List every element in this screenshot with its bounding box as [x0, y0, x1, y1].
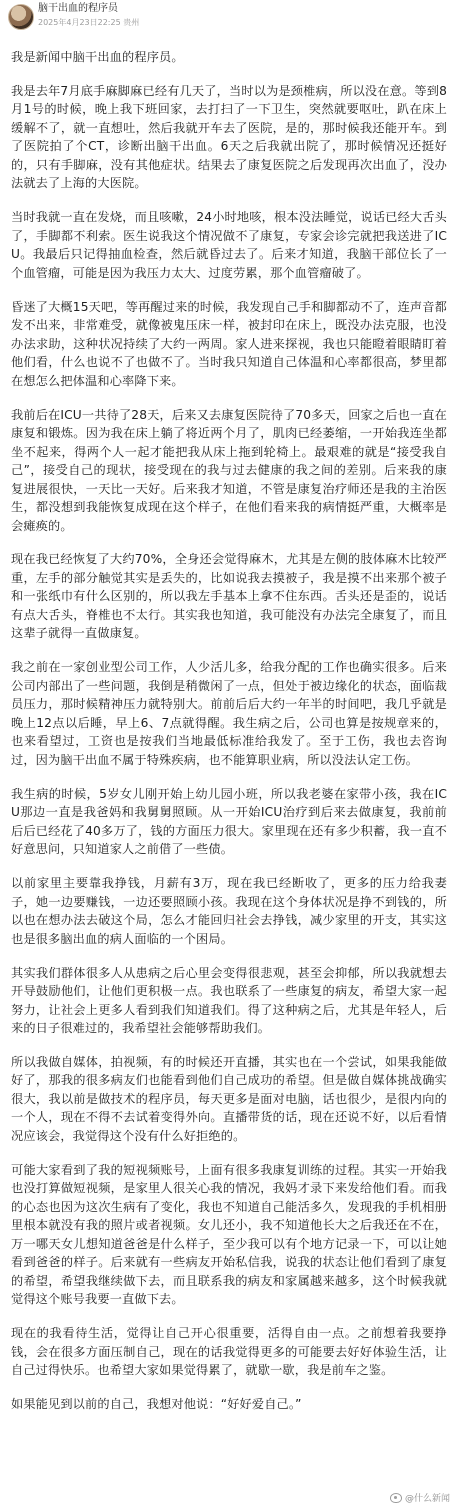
paragraph-10: 其实我们群体很多人从患病之后心里会变得很悲观，甚至会抑郁，所以我就想去开导鼓励他们，让他们更积极一点。我也联系了一些康复的病友，希望大家一起努力，让社会上更多人看到我们知道我们。得了这种病之后，尤其是年轻人，后来的日子很难过的，我希望社会能够帮助我们。 [11, 965, 447, 1036]
author-name[interactable]: 脑干出血的程序员 [38, 3, 118, 14]
paragraph-13: 现在的我看待生活，觉得让自己开心很重要，活得自由一点。之前想着我要挣钱，会在很多方面压制自己，现在的话我觉得更多的可能要去好好体验生活，让自己过得快乐。也希望大家如果觉得累了，就歇一歇，我是前车之鉴。 [11, 1326, 447, 1378]
paragraph-3: 当时我就一直在发烧，而且咳嗽，24小时地咳，根本没法睡觉，说话已经大舌头了，手脚都不利索。医生说我这个情况做不了康复，专家会诊完就把我送进了ICU。我最后只记得抽血检查，然后就昏过去了。后来才知道，我脑干部位长了一个血管瘤，可能是因为我压力太大、过度劳累，那个血管瘤破了。 [11, 210, 447, 280]
avatar[interactable] [8, 4, 34, 30]
paragraph-6: 现在我已经恢复了大约70%，全身还会觉得麻木，尤其是左侧的肢体麻木比较严重，左手的部分触觉其实是丢失的，比如说我去摸被子，我是摸不出来那个被子和一张纸巾有什么区别的，所以我左手基本上拿不住东西。舌头还是歪的，说话有点大舌头，脊椎也不太行。其实我也知道，我可能没有办法完全康复了，而且这辈子就得一直做康复。 [11, 552, 447, 641]
paragraph-2: 我是去年7月底手麻脚麻已经有几天了，当时以为是颈椎病，所以没在意。等到8月1号的时候，晚上我下班回家，去打扫了一下卫生，突然就要呕吐，趴在床上缓解不了，就一直想吐，然后我就开车去了医院，是的，那时候我还能开车。到了医院拍了个CT，诊断出脑干出血。6天之后我就出院了，那时候情况还挺好的，只有手脚麻，没有其他症状。结果去了康复医院之后发现再次出血了，没办法就去了上海的大医院。 [11, 83, 447, 191]
paragraph-11: 所以我做自媒体，拍视频，有的时候还开直播，其实也在一个尝试，如果我能做好了，那我的很多病友们也能看到他们自己成功的希望。但是做自媒体挑战确实很大，我以前是做技术的程序员，每天更多是面对电脑，话也很少，是很内向的一个人，现在不得不去试着变得外向。直播带货的话，现在还说不好，以后看情况应该会，我觉得这个没有什么好拒绝的。 [11, 1054, 447, 1143]
paragraph-1: 我是新闻中脑干出血的程序员。 [11, 50, 184, 64]
watermark [390, 1491, 450, 1504]
paragraph-8: 我生病的时候，5岁女儿刚开始上幼儿园小班，所以我老婆在家带小孩，我在ICU那边一直是我爸妈和我舅舅照顾。从一开始ICU治疗到后来去做康复，我前前后后已经花了40多万了，钱的方面压力很大。家里现在还有多少积蓄，我一直不好意思问，只知道家人之前借了一些债。 [11, 786, 447, 857]
watermark-text: @什么新闻 [404, 1494, 450, 1504]
paragraph-4: 昏迷了大概15天吧，等再醒过来的时候，我发现自己手和脚都动不了，连声音都发不出来，非常难受，就像被鬼压床一样，被封印在床上，既没办法克服，也没办法求助，这种状况持续了大约一两周。家人进来探视，我也只能瞪着眼睛盯着他们看，什么也说不了也做不了。当时我只知道自己体温和心率都很高，梦里都在想怎么把体温和心率降下来。 [11, 299, 447, 388]
weibo-icon [390, 1493, 402, 1503]
paragraph-7: 我之前在一家创业型公司工作，人少活儿多，给我分配的工作也确实很多。后来公司内部出了一些问题，我倒是稍微闲了一点，但处于被边缘化的状态，面临裁员压力，那时候精神压力就特别大。前前后后大约一年半的时间吧，我几乎就是晚上12点以后睡，早上6、7点就得醒。我生病之后，公司也算是按规章来的，也来看望过，工资也是按我们当地最低标准给我发了。至于工伤，我也去咨询过，因为脑干出血不属于特殊疾病，也不能算职业病，所以没法认定工伤。 [11, 660, 447, 767]
paragraph-12: 可能大家看到了我的短视频账号，上面有很多我康复训练的过程。其实一开始我也没打算做短视频，是家里人很关心我的情况，我妈才录下来发给他们看。而我的心态也因为这次生病有了变化，我也不知道自己能活多久，发现我的手机相册里根本就没有我的照片或者视频。女儿还小，我不知道他长大之后我还在不在，万一哪天女儿想知道爸爸是什么样子，至少我可以有个地方记录一下，可以让她看到爸爸的样子。后来就有一些病友开始私信我，说我的状态让他们看到了康复的希望，希望我继续做下去，而且联系我的病友和家属越来越多，这个时候我就觉得这个账号我要一直做下去。 [11, 1162, 447, 1307]
post-meta: 2025年4月23日22:25 贵州 [38, 18, 140, 27]
paragraph-9: 以前家里主要靠我挣钱，月薪有3万，现在我已经断收了，更多的压力给我妻子，她一边要赚钱，一边还要照顾小孩。我现在这个身体状况是挣不到钱的，所以也在想办法去破这个局，怎么才能回归社会去挣钱，减少家里的开支，其实这也是很多脑出血的病人面临的一个困局。 [11, 876, 447, 946]
paragraph-14: 如果能见到以前的自己，我想对他说：“好好爱自己。” [11, 1397, 302, 1412]
paragraph-5: 我前后在ICU一共待了28天，后来又去康复医院待了70多天，回家之后也一直在康复和锻炼。因为我在床上躺了将近两个月了，肌肉已经萎缩，一开始我连坐都坐不起来，得两个人一起才能把我从床上拖到轮椅上。最艰难的就是“接受我自己”，接受自己的现状，接受现在的我与过去健康的我之间的差别。后来我的康复进展很快，一天比一天好。后来我才知道，不管是康复治疗师还是我的主治医生，都没想到我能恢复成现在这个样子，在他们看来我的病情挺严重，大概率是会瘫痪的。 [11, 407, 447, 533]
post-header [0, 0, 458, 40]
article-body [11, 48, 447, 1429]
